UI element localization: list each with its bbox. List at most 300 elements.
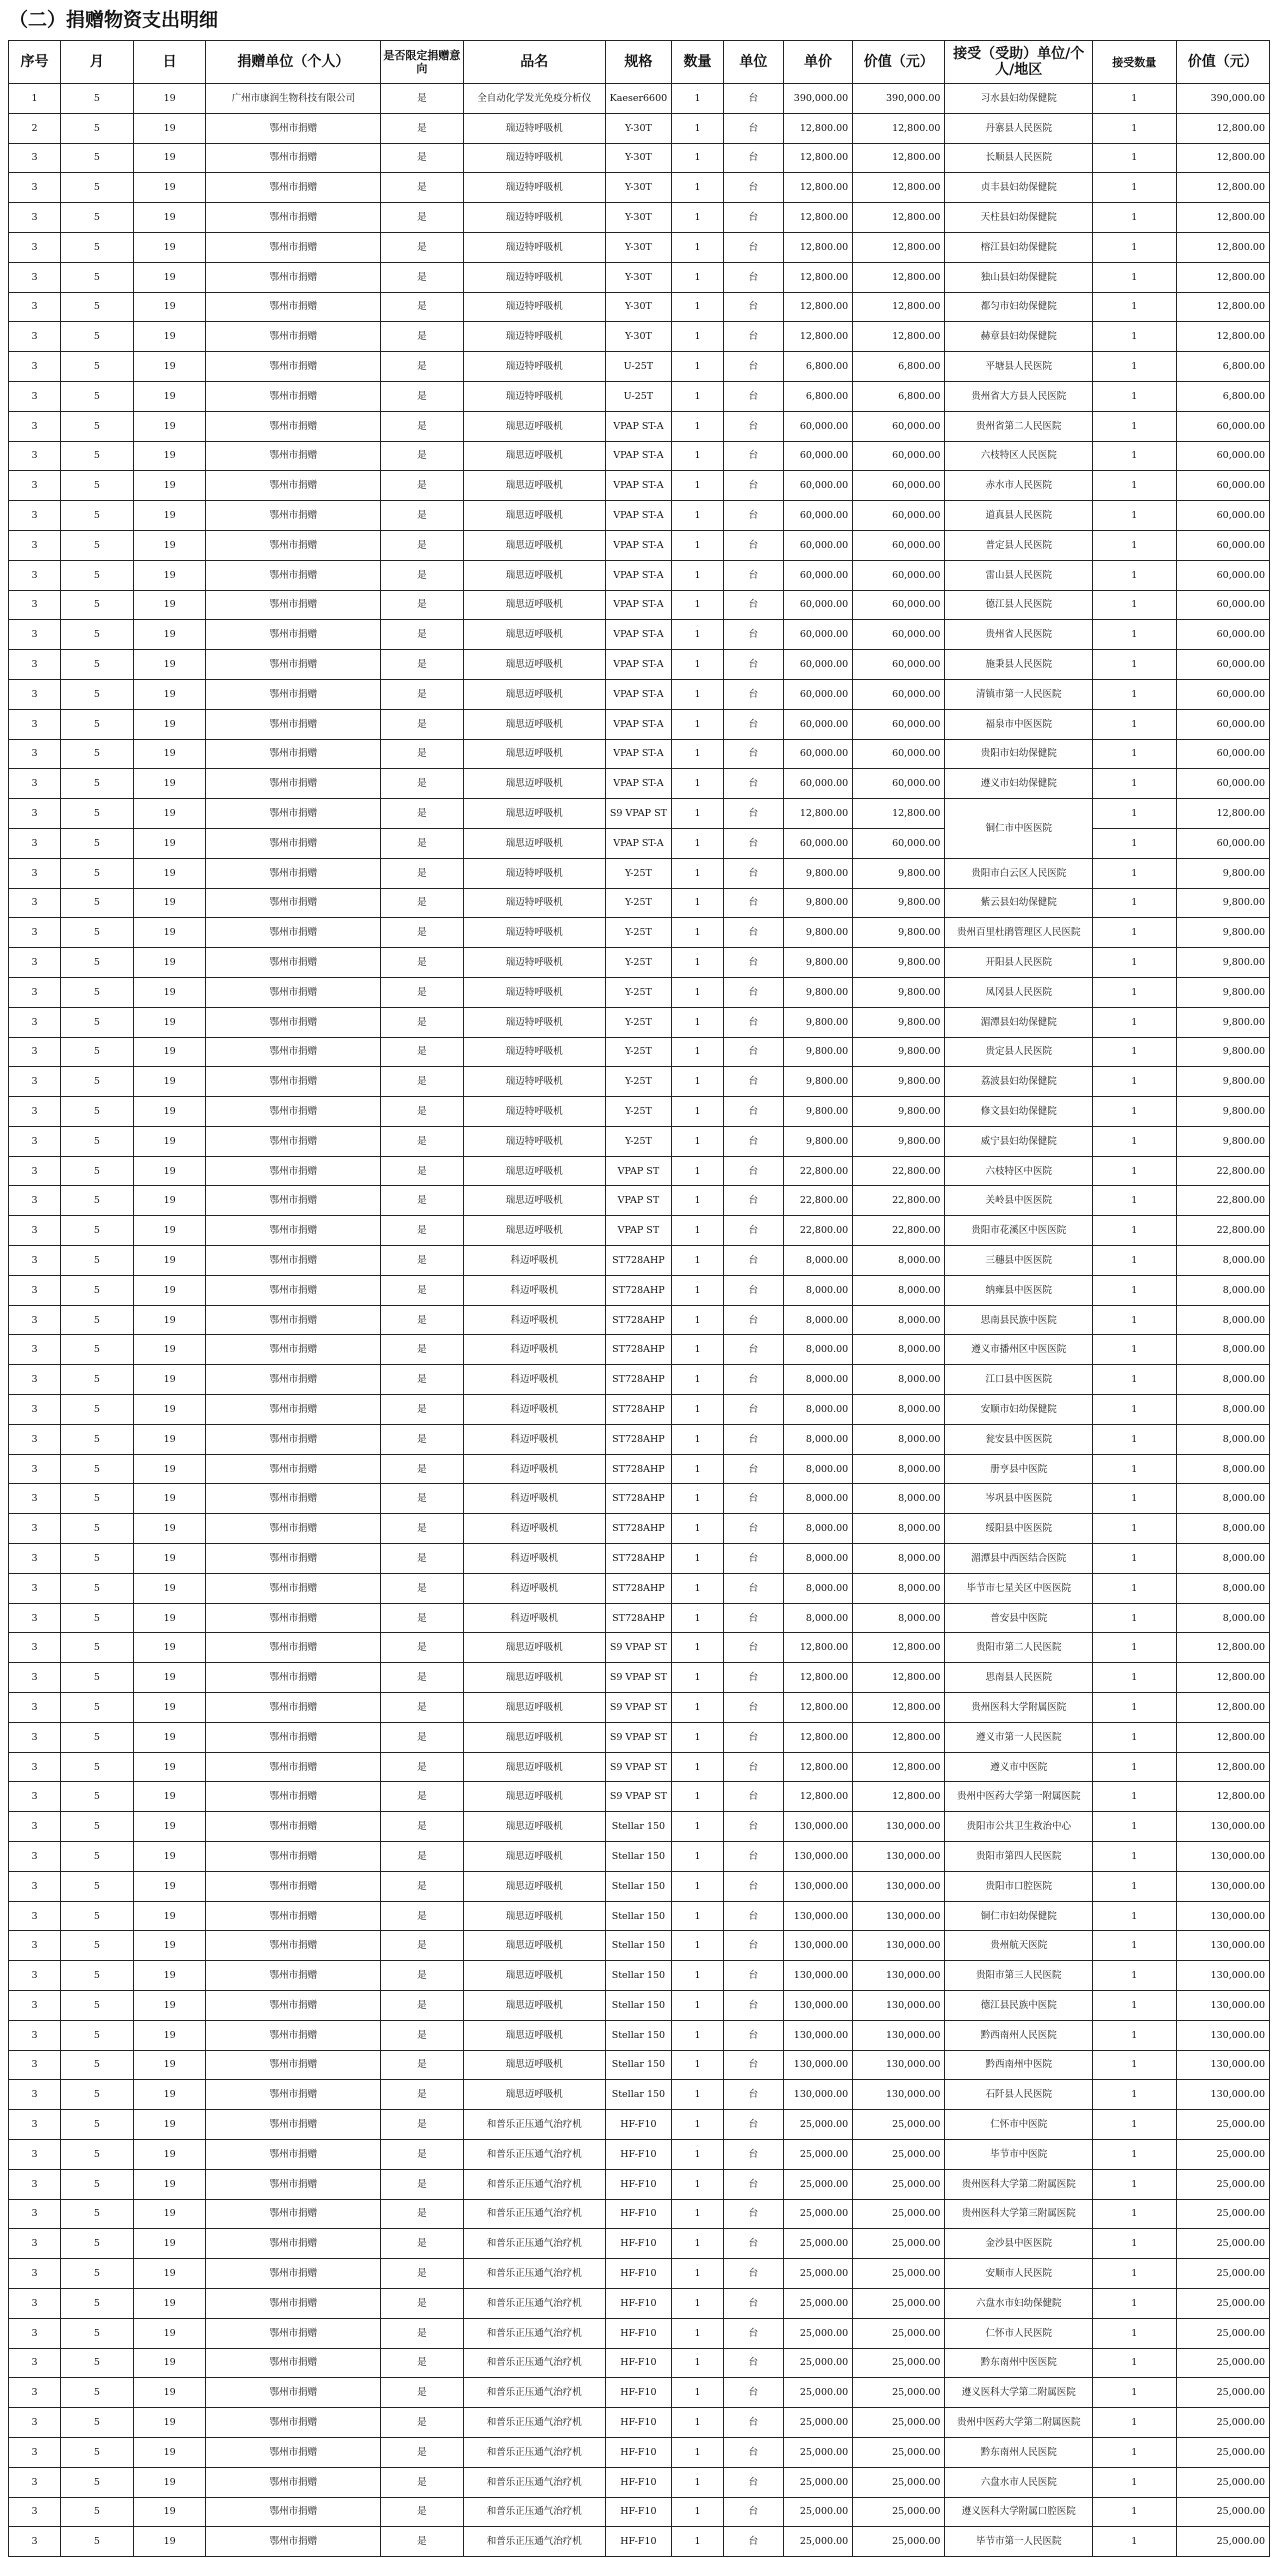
cell-rqty: 1	[1093, 1037, 1177, 1067]
cell-unit: 台	[724, 173, 784, 203]
cell-value: 8,000.00	[853, 1395, 945, 1425]
cell-price: 12,800.00	[783, 292, 852, 322]
table-row	[9, 1365, 1270, 1395]
cell-d: 19	[133, 2110, 206, 2140]
cell-recipient: 贵州医科大学附属医院	[945, 1693, 1093, 1723]
cell-qty: 1	[672, 1186, 724, 1216]
cell-recipient: 道真县人民医院	[945, 501, 1093, 531]
cell-value: 8,000.00	[853, 1484, 945, 1514]
cell-m: 5	[61, 173, 134, 203]
cell-recipient: 绥阳县中医医院	[945, 1514, 1093, 1544]
cell-item: 瑞思迈呼吸机	[463, 1871, 605, 1901]
cell-qty: 1	[672, 1663, 724, 1693]
cell-d: 19	[133, 620, 206, 650]
cell-no: 3	[9, 381, 61, 411]
cell-lim: 是	[381, 203, 463, 233]
cell-item: 瑞思迈呼吸机	[463, 1842, 605, 1872]
cell-value: 8,000.00	[853, 1454, 945, 1484]
cell-no: 3	[9, 2110, 61, 2140]
cell-qty: 1	[672, 1633, 724, 1663]
cell-price: 60,000.00	[783, 590, 852, 620]
cell-no: 3	[9, 1395, 61, 1425]
cell-unit: 台	[724, 471, 784, 501]
cell-no: 3	[9, 560, 61, 590]
cell-recipient: 安顺市人民医院	[945, 2259, 1093, 2289]
cell-price: 12,800.00	[783, 1663, 852, 1693]
cell-rqty: 1	[1093, 441, 1177, 471]
cell-rvalue: 9,800.00	[1176, 1126, 1269, 1156]
cell-recipient: 德江县民族中医院	[945, 1991, 1093, 2021]
cell-m: 5	[61, 1812, 134, 1842]
cell-lim: 是	[381, 1871, 463, 1901]
cell-item: 瑞迈特呼吸机	[463, 292, 605, 322]
cell-qty: 1	[672, 828, 724, 858]
cell-qty: 1	[672, 322, 724, 352]
cell-rqty: 1	[1093, 1335, 1177, 1365]
header-cell: 单位	[724, 41, 784, 84]
cell-unit: 台	[724, 1305, 784, 1335]
cell-rqty: 1	[1093, 1961, 1177, 1991]
cell-price: 130,000.00	[783, 1931, 852, 1961]
cell-donor: 鄂州市捐赠	[206, 560, 381, 590]
cell-lim: 是	[381, 948, 463, 978]
cell-recipient: 三穗县中医医院	[945, 1246, 1093, 1276]
table-row	[9, 2348, 1270, 2378]
cell-unit: 台	[724, 352, 784, 382]
cell-item: 瑞思迈呼吸机	[463, 441, 605, 471]
cell-price: 8,000.00	[783, 1246, 852, 1276]
cell-m: 5	[61, 2437, 134, 2467]
cell-price: 9,800.00	[783, 1067, 852, 1097]
cell-donor: 鄂州市捐赠	[206, 828, 381, 858]
cell-unit: 台	[724, 1901, 784, 1931]
cell-rvalue: 130,000.00	[1176, 1842, 1269, 1872]
header-cell: 是否限定捐赠意向	[381, 41, 463, 84]
cell-no: 3	[9, 1216, 61, 1246]
cell-rqty: 1	[1093, 292, 1177, 322]
table-row	[9, 739, 1270, 769]
cell-rqty: 1	[1093, 471, 1177, 501]
cell-rqty: 1	[1093, 2467, 1177, 2497]
cell-rvalue: 25,000.00	[1176, 2527, 1269, 2557]
cell-price: 8,000.00	[783, 1603, 852, 1633]
cell-item: 科迈呼吸机	[463, 1544, 605, 1574]
cell-lim: 是	[381, 1186, 463, 1216]
cell-no: 3	[9, 1871, 61, 1901]
cell-donor: 鄂州市捐赠	[206, 262, 381, 292]
table-header	[9, 41, 1270, 84]
cell-rqty: 1	[1093, 1305, 1177, 1335]
cell-m: 5	[61, 590, 134, 620]
cell-recipient: 修文县妇幼保健院	[945, 1097, 1093, 1127]
table-body	[9, 84, 1270, 2557]
table-row	[9, 262, 1270, 292]
cell-value: 25,000.00	[853, 2497, 945, 2527]
cell-donor: 鄂州市捐赠	[206, 2288, 381, 2318]
cell-no: 3	[9, 292, 61, 322]
table-row	[9, 799, 1270, 829]
cell-no: 3	[9, 2020, 61, 2050]
cell-lim: 是	[381, 530, 463, 560]
cell-no: 3	[9, 1603, 61, 1633]
cell-qty: 1	[672, 501, 724, 531]
cell-lim: 是	[381, 2527, 463, 2557]
cell-lim: 是	[381, 650, 463, 680]
cell-item: 科迈呼吸机	[463, 1603, 605, 1633]
cell-spec: VPAP ST-A	[605, 650, 671, 680]
cell-rvalue: 60,000.00	[1176, 739, 1269, 769]
cell-spec: ST728AHP	[605, 1305, 671, 1335]
cell-qty: 1	[672, 1573, 724, 1603]
cell-rqty: 1	[1093, 918, 1177, 948]
cell-rvalue: 25,000.00	[1176, 2437, 1269, 2467]
cell-recipient: 贵阳市妇幼保健院	[945, 739, 1093, 769]
cell-m: 5	[61, 1544, 134, 1574]
cell-unit: 台	[724, 262, 784, 292]
cell-no: 3	[9, 1186, 61, 1216]
cell-recipient: 荔波县妇幼保健院	[945, 1067, 1093, 1097]
cell-m: 5	[61, 441, 134, 471]
cell-spec: VPAP ST-A	[605, 560, 671, 590]
cell-donor: 鄂州市捐赠	[206, 1663, 381, 1693]
cell-rvalue: 60,000.00	[1176, 590, 1269, 620]
cell-value: 8,000.00	[853, 1246, 945, 1276]
cell-recipient: 遵义市第一人民医院	[945, 1722, 1093, 1752]
cell-d: 19	[133, 1812, 206, 1842]
cell-d: 19	[133, 1156, 206, 1186]
cell-m: 5	[61, 2378, 134, 2408]
cell-recipient: 贵阳市公共卫生救治中心	[945, 1812, 1093, 1842]
cell-no: 3	[9, 1901, 61, 1931]
cell-lim: 是	[381, 1812, 463, 1842]
cell-d: 19	[133, 2378, 206, 2408]
cell-no: 3	[9, 828, 61, 858]
cell-item: 和普乐正压通气治疗机	[463, 2169, 605, 2199]
cell-m: 5	[61, 1365, 134, 1395]
cell-rvalue: 9,800.00	[1176, 1067, 1269, 1097]
cell-unit: 台	[724, 1126, 784, 1156]
cell-m: 5	[61, 501, 134, 531]
cell-qty: 1	[672, 2467, 724, 2497]
cell-rvalue: 9,800.00	[1176, 858, 1269, 888]
cell-d: 19	[133, 1633, 206, 1663]
cell-recipient: 清镇市第一人民医院	[945, 679, 1093, 709]
cell-unit: 台	[724, 590, 784, 620]
cell-m: 5	[61, 977, 134, 1007]
cell-price: 60,000.00	[783, 441, 852, 471]
cell-m: 5	[61, 1782, 134, 1812]
cell-m: 5	[61, 2348, 134, 2378]
cell-value: 9,800.00	[853, 948, 945, 978]
cell-qty: 1	[672, 2229, 724, 2259]
cell-m: 5	[61, 2229, 134, 2259]
cell-lim: 是	[381, 322, 463, 352]
cell-no: 3	[9, 1961, 61, 1991]
cell-qty: 1	[672, 590, 724, 620]
table-row	[9, 1454, 1270, 1484]
cell-recipient: 贞丰县妇幼保健院	[945, 173, 1093, 203]
cell-recipient: 威宁县妇幼保健院	[945, 1126, 1093, 1156]
cell-unit: 台	[724, 411, 784, 441]
cell-item: 和普乐正压通气治疗机	[463, 2110, 605, 2140]
cell-rvalue: 60,000.00	[1176, 709, 1269, 739]
cell-d: 19	[133, 858, 206, 888]
table-row	[9, 1693, 1270, 1723]
cell-unit: 台	[724, 650, 784, 680]
cell-d: 19	[133, 1752, 206, 1782]
cell-rvalue: 12,800.00	[1176, 1782, 1269, 1812]
cell-d: 19	[133, 1365, 206, 1395]
table-row	[9, 1663, 1270, 1693]
cell-m: 5	[61, 2169, 134, 2199]
cell-rqty: 1	[1093, 590, 1177, 620]
table-row	[9, 1067, 1270, 1097]
cell-donor: 鄂州市捐赠	[206, 769, 381, 799]
cell-price: 12,800.00	[783, 1782, 852, 1812]
cell-value: 60,000.00	[853, 411, 945, 441]
cell-recipient: 仁怀市人民医院	[945, 2318, 1093, 2348]
cell-spec: Stellar 150	[605, 1842, 671, 1872]
cell-spec: ST728AHP	[605, 1573, 671, 1603]
cell-d: 19	[133, 2497, 206, 2527]
cell-donor: 鄂州市捐赠	[206, 1752, 381, 1782]
cell-rqty: 1	[1093, 948, 1177, 978]
cell-rqty: 1	[1093, 709, 1177, 739]
cell-price: 9,800.00	[783, 1037, 852, 1067]
cell-lim: 是	[381, 84, 463, 114]
cell-lim: 是	[381, 1365, 463, 1395]
cell-rvalue: 60,000.00	[1176, 828, 1269, 858]
cell-no: 3	[9, 799, 61, 829]
cell-price: 12,800.00	[783, 262, 852, 292]
cell-spec: HF-F10	[605, 2318, 671, 2348]
cell-m: 5	[61, 1931, 134, 1961]
cell-donor: 鄂州市捐赠	[206, 203, 381, 233]
cell-item: 瑞思迈呼吸机	[463, 1663, 605, 1693]
cell-price: 130,000.00	[783, 2020, 852, 2050]
cell-no: 3	[9, 2318, 61, 2348]
cell-donor: 鄂州市捐赠	[206, 918, 381, 948]
cell-rvalue: 25,000.00	[1176, 2497, 1269, 2527]
cell-recipient: 德江县人民医院	[945, 590, 1093, 620]
cell-rqty: 1	[1093, 2408, 1177, 2438]
cell-lim: 是	[381, 2050, 463, 2080]
cell-spec: Y-25T	[605, 1067, 671, 1097]
cell-donor: 鄂州市捐赠	[206, 1901, 381, 1931]
cell-donor: 鄂州市捐赠	[206, 888, 381, 918]
cell-spec: HF-F10	[605, 2378, 671, 2408]
cell-item: 瑞迈特呼吸机	[463, 918, 605, 948]
cell-spec: Y-30T	[605, 173, 671, 203]
table-row	[9, 709, 1270, 739]
cell-price: 12,800.00	[783, 113, 852, 143]
cell-recipient: 施秉县人民医院	[945, 650, 1093, 680]
cell-m: 5	[61, 1991, 134, 2021]
cell-d: 19	[133, 977, 206, 1007]
cell-price: 12,800.00	[783, 232, 852, 262]
cell-value: 25,000.00	[853, 2467, 945, 2497]
cell-item: 科迈呼吸机	[463, 1335, 605, 1365]
cell-lim: 是	[381, 501, 463, 531]
table-row	[9, 1186, 1270, 1216]
cell-item: 科迈呼吸机	[463, 1395, 605, 1425]
cell-m: 5	[61, 143, 134, 173]
cell-unit: 台	[724, 441, 784, 471]
cell-item: 和普乐正压通气治疗机	[463, 2259, 605, 2289]
cell-no: 3	[9, 1335, 61, 1365]
cell-spec: Y-30T	[605, 232, 671, 262]
cell-item: 和普乐正压通气治疗机	[463, 2288, 605, 2318]
cell-d: 19	[133, 1454, 206, 1484]
cell-rvalue: 60,000.00	[1176, 769, 1269, 799]
cell-price: 12,800.00	[783, 1693, 852, 1723]
table-row	[9, 1037, 1270, 1067]
table-row	[9, 322, 1270, 352]
cell-qty: 1	[672, 918, 724, 948]
cell-lim: 是	[381, 2259, 463, 2289]
cell-item: 科迈呼吸机	[463, 1305, 605, 1335]
cell-price: 9,800.00	[783, 918, 852, 948]
cell-price: 6,800.00	[783, 352, 852, 382]
cell-rvalue: 12,800.00	[1176, 1722, 1269, 1752]
cell-value: 60,000.00	[853, 769, 945, 799]
cell-no: 3	[9, 2288, 61, 2318]
cell-d: 19	[133, 441, 206, 471]
cell-unit: 台	[724, 1395, 784, 1425]
cell-recipient: 福泉市中医医院	[945, 709, 1093, 739]
cell-spec: Y-25T	[605, 918, 671, 948]
cell-unit: 台	[724, 1037, 784, 1067]
cell-item: 和普乐正压通气治疗机	[463, 2378, 605, 2408]
cell-item: 瑞迈特呼吸机	[463, 948, 605, 978]
cell-rqty: 1	[1093, 1395, 1177, 1425]
cell-recipient: 遵义市中医院	[945, 1752, 1093, 1782]
cell-qty: 1	[672, 262, 724, 292]
cell-value: 60,000.00	[853, 590, 945, 620]
cell-price: 25,000.00	[783, 2318, 852, 2348]
cell-qty: 1	[672, 2169, 724, 2199]
cell-spec: HF-F10	[605, 2110, 671, 2140]
table-row	[9, 1871, 1270, 1901]
cell-spec: Y-30T	[605, 292, 671, 322]
cell-unit: 台	[724, 1722, 784, 1752]
cell-rvalue: 9,800.00	[1176, 977, 1269, 1007]
cell-spec: Stellar 150	[605, 1901, 671, 1931]
cell-value: 22,800.00	[853, 1156, 945, 1186]
cell-no: 3	[9, 2080, 61, 2110]
cell-item: 瑞迈特呼吸机	[463, 381, 605, 411]
cell-recipient: 贵州医科大学第三附属医院	[945, 2199, 1093, 2229]
cell-lim: 是	[381, 411, 463, 441]
cell-unit: 台	[724, 2080, 784, 2110]
cell-unit: 台	[724, 2527, 784, 2557]
cell-price: 60,000.00	[783, 530, 852, 560]
table-row	[9, 1931, 1270, 1961]
cell-qty: 1	[672, 1365, 724, 1395]
cell-donor: 鄂州市捐赠	[206, 977, 381, 1007]
cell-value: 60,000.00	[853, 828, 945, 858]
cell-lim: 是	[381, 352, 463, 382]
cell-recipient: 黔西南州中医院	[945, 2050, 1093, 2080]
cell-no: 3	[9, 590, 61, 620]
cell-value: 25,000.00	[853, 2408, 945, 2438]
cell-price: 22,800.00	[783, 1156, 852, 1186]
cell-spec: Y-30T	[605, 322, 671, 352]
cell-d: 19	[133, 2288, 206, 2318]
cell-d: 19	[133, 352, 206, 382]
cell-m: 5	[61, 858, 134, 888]
cell-lim: 是	[381, 858, 463, 888]
cell-m: 5	[61, 1275, 134, 1305]
table-row	[9, 1335, 1270, 1365]
cell-spec: HF-F10	[605, 2467, 671, 2497]
cell-spec: Y-25T	[605, 1007, 671, 1037]
cell-donor: 广州市康润生物科技有限公司	[206, 84, 381, 114]
cell-lim: 是	[381, 1991, 463, 2021]
cell-price: 25,000.00	[783, 2139, 852, 2169]
cell-no: 3	[9, 1991, 61, 2021]
cell-spec: VPAP ST-A	[605, 530, 671, 560]
cell-spec: VPAP ST	[605, 1186, 671, 1216]
cell-recipient: 黔东南州人民医院	[945, 2437, 1093, 2467]
cell-price: 22,800.00	[783, 1186, 852, 1216]
cell-price: 60,000.00	[783, 679, 852, 709]
cell-rvalue: 130,000.00	[1176, 1991, 1269, 2021]
cell-item: 瑞思迈呼吸机	[463, 1156, 605, 1186]
cell-rvalue: 9,800.00	[1176, 1037, 1269, 1067]
cell-spec: Y-30T	[605, 113, 671, 143]
cell-recipient: 独山县妇幼保健院	[945, 262, 1093, 292]
cell-d: 19	[133, 2318, 206, 2348]
cell-d: 19	[133, 1216, 206, 1246]
cell-item: 瑞思迈呼吸机	[463, 620, 605, 650]
cell-rvalue: 390,000.00	[1176, 84, 1269, 114]
cell-lim: 是	[381, 173, 463, 203]
cell-recipient: 六盘水市人民医院	[945, 2467, 1093, 2497]
cell-price: 25,000.00	[783, 2497, 852, 2527]
cell-d: 19	[133, 769, 206, 799]
cell-rvalue: 6,800.00	[1176, 352, 1269, 382]
cell-unit: 台	[724, 2110, 784, 2140]
cell-spec: S9 VPAP ST	[605, 799, 671, 829]
cell-unit: 台	[724, 2288, 784, 2318]
cell-m: 5	[61, 769, 134, 799]
cell-spec: VPAP ST-A	[605, 709, 671, 739]
cell-qty: 1	[672, 1395, 724, 1425]
cell-recipient: 贵定县人民医院	[945, 1037, 1093, 1067]
cell-no: 3	[9, 1424, 61, 1454]
cell-spec: ST728AHP	[605, 1275, 671, 1305]
cell-lim: 是	[381, 1722, 463, 1752]
cell-item: 科迈呼吸机	[463, 1454, 605, 1484]
cell-rqty: 1	[1093, 2229, 1177, 2259]
cell-no: 3	[9, 2527, 61, 2557]
cell-donor: 鄂州市捐赠	[206, 2020, 381, 2050]
cell-d: 19	[133, 888, 206, 918]
cell-recipient: 六枝特区中医院	[945, 1156, 1093, 1186]
cell-lim: 是	[381, 2229, 463, 2259]
cell-item: 瑞迈特呼吸机	[463, 232, 605, 262]
cell-price: 130,000.00	[783, 1961, 852, 1991]
cell-lim: 是	[381, 2437, 463, 2467]
cell-d: 19	[133, 292, 206, 322]
cell-rvalue: 60,000.00	[1176, 501, 1269, 531]
cell-donor: 鄂州市捐赠	[206, 679, 381, 709]
cell-rvalue: 130,000.00	[1176, 1871, 1269, 1901]
cell-no: 3	[9, 2139, 61, 2169]
header-cell: 序号	[9, 41, 61, 84]
cell-rvalue: 8,000.00	[1176, 1424, 1269, 1454]
